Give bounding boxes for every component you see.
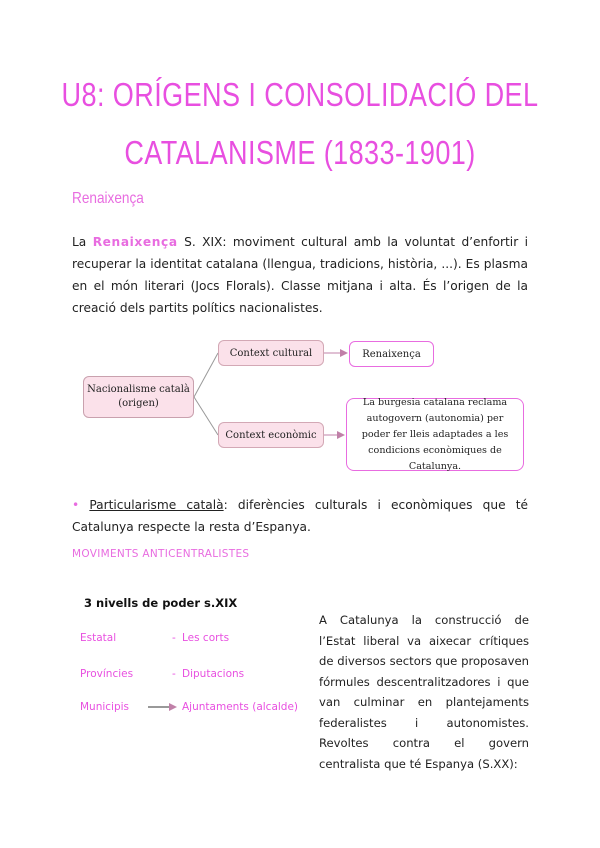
level-separator: - [172, 632, 176, 644]
section-heading-renaixenca: Renaixença [72, 190, 144, 207]
intro-prefix: La [72, 235, 93, 249]
level-label: Estatal [80, 632, 117, 644]
particularisme-paragraph [72, 494, 528, 538]
nivells-title: 3 nivells de poder s.XIX [84, 596, 238, 610]
level-body: Les corts [182, 632, 230, 644]
anticentralisme-paragraph: A Catalunya la construcció de l’Estat liberal va aixecar crítiques de diversos sectors que proposaven fórmules descentralitzadores i que van culminar en plantejaments federalistes i autonomistes. Revoltes contra el govern centralista que té Espanya (S.XX): [319, 613, 529, 771]
diagram-node-context-cultural: Context cultural [218, 340, 324, 366]
diagram-node-context-economic: Context econòmic [218, 422, 324, 448]
diagram-node-nacionalisme: Nacionalisme català (origen) [83, 376, 194, 418]
diagram-node-burgesia: La burgesia catalana reclama autogovern (autonomia) per poder fer lleis adaptades a les condicions econòmiques de Catalunya. [346, 398, 524, 471]
level-body: Diputacions [182, 668, 245, 680]
level-label: Províncies [80, 668, 134, 680]
page-title-line-1: U8: ORÍGENS I CONSOLIDACIÓ DEL [61, 76, 539, 113]
particularisme-text: : diferències culturals i econòmiques que té Catalunya respecte la resta d’Espanya. [72, 498, 528, 534]
intro-text: S. XIX: moviment cultural amb la voluntat d’enfortir i recuperar la identitat catalana (llengua, tradicions, història, ...). Es plasma en el món literari (Jocs Florals). Classe mitjana i alta. És l’origen de la creació dels partits polítics nacionalistes. [72, 235, 529, 315]
level-body: Ajuntaments (alcalde) [182, 701, 299, 713]
diagram-node-renaixenca: Renaixença [349, 341, 434, 367]
level-separator: - [172, 668, 176, 680]
page-title-line-2: CATALANISME (1833-1901) [124, 134, 476, 171]
intro-keyword: Renaixença [92, 235, 178, 249]
connector-root-economic [194, 397, 218, 435]
section-heading-moviments: MOVIMENTS ANTICENTRALISTES [72, 548, 250, 560]
bullet-icon: • [72, 498, 80, 512]
connector-root-cultural [194, 353, 218, 397]
level-label: Municipis [80, 701, 130, 713]
particularisme-term: Particularisme català [89, 498, 224, 512]
